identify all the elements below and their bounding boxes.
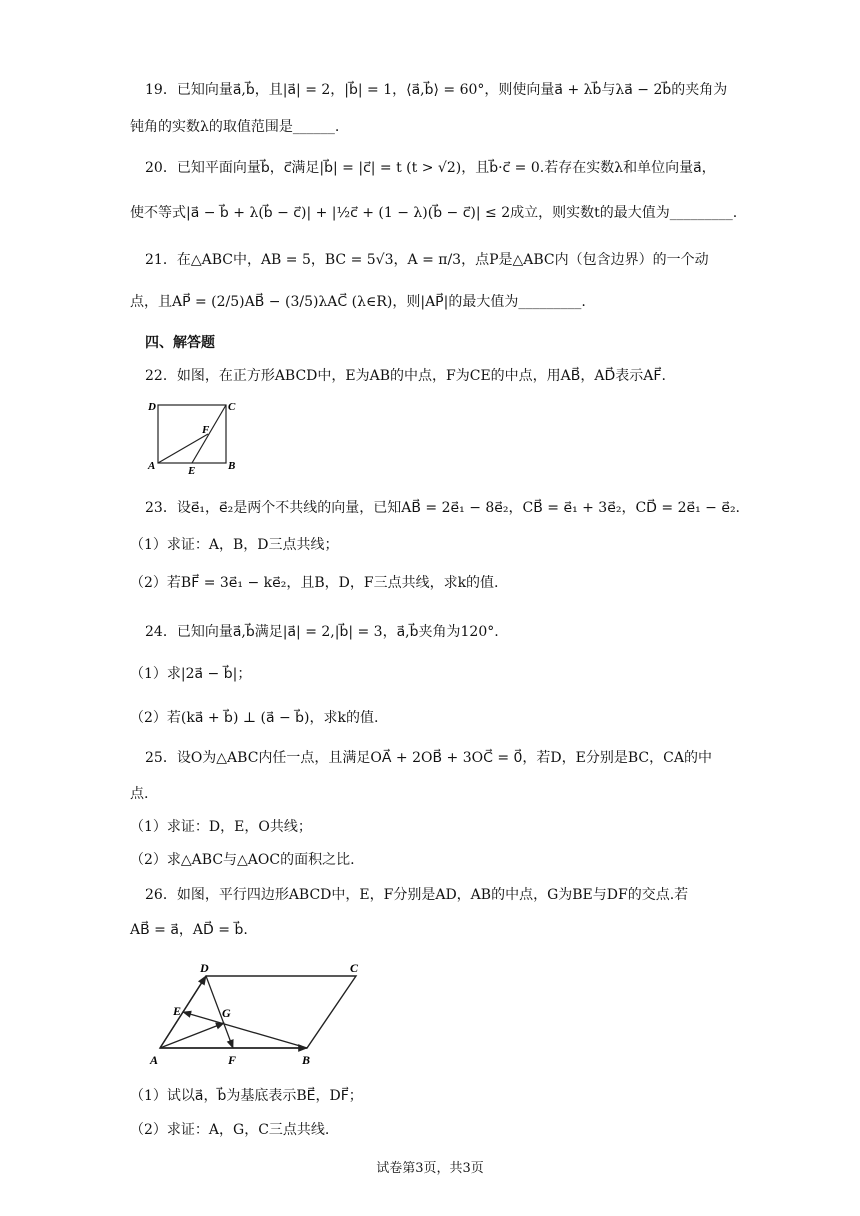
label-a: A: [150, 1053, 159, 1067]
label-b: B: [228, 460, 236, 472]
label-d: D: [200, 961, 209, 975]
q24-line1: 24．已知向量a⃗,b⃗满足|a⃗| = 2,|b⃗| = 3，a⃗,b⃗夹角为120°.: [145, 624, 499, 640]
page-footer: 试卷第3页，共3页: [376, 1161, 484, 1176]
q26-part2: （2）求证：A，G，C三点共线.: [130, 1122, 330, 1138]
label-b: B: [302, 1053, 311, 1067]
q20-line1: 20．已知平面向量b⃗，c⃗满足|b⃗| = |c⃗| = t (t > √2)，且b⃗·c⃗ = 0.若存在实数λ和单位向量a⃗，: [145, 160, 716, 176]
label-e: E: [173, 1004, 182, 1018]
label-a: A: [148, 460, 156, 472]
q24-part1: （1）求|2a⃗ − b⃗|；: [130, 666, 252, 682]
q24-part2: （2）若(ka⃗ + b⃗) ⊥ (a⃗ − b⃗)，求k的值.: [130, 710, 379, 726]
q23-line1: 23．设e⃗₁，e⃗₂是两个不共线的向量，已知AB⃗ = 2e⃗₁ − 8e⃗₂，CB⃗ = e⃗₁ + 3e⃗₂，CD⃗ = 2e⃗₁ − e⃗₂.: [145, 500, 741, 516]
q21-line1: 21．在△ABC中，AB = 5，BC = 5√3，A = π/3，点P是△ABC内（包含边界）的一个动: [145, 252, 709, 268]
q26-parallelogram-figure: [140, 960, 380, 1070]
q26-part1: （1）试以a⃗，b⃗为基底表示BE⃗，DF⃗；: [130, 1088, 363, 1104]
label-f: F: [202, 424, 210, 436]
q25-line1: 25．设O为△ABC内任一点，且满足OA⃗ + 2OB⃗ + 3OC⃗ = 0⃗，若D，E分别是BC，CA的中: [145, 750, 712, 766]
q22-line1: 22．如图，在正方形ABCD中，E为AB的中点，F为CE的中点，用AB⃗，AD⃗表示AF⃗.: [145, 368, 666, 384]
q26-line2: AB⃗ = a⃗，AD⃗ = b⃗.: [130, 922, 248, 938]
q22-square-figure: [140, 395, 250, 475]
q20-line2: 使不等式|a⃗ − b⃗ + λ(b⃗ − c⃗)| + |½c⃗ + (1 − λ)(b⃗ − c⃗)| ≤ 2成立，则实数t的最大值为_________.: [130, 205, 738, 221]
q26-line1: 26．如图，平行四边形ABCD中，E，F分别是AD，AB的中点，G为BE与DF的交点.若: [145, 887, 689, 903]
q19-line2: 钝角的实数λ的取值范围是______.: [130, 119, 340, 135]
q25-line2: 点.: [130, 786, 149, 802]
q25-part2: （2）求△ABC与△AOC的面积之比.: [130, 852, 355, 868]
label-f: F: [228, 1053, 237, 1067]
q25-part1: （1）求证：D，E，O共线；: [130, 819, 312, 835]
q21-line2: 点，且AP⃗ = (2/5)AB⃗ − (3/5)λAC⃗ (λ∈R)，则|AP⃗|的最大值为_________.: [130, 294, 586, 310]
label-c: C: [350, 961, 359, 975]
label-c: C: [228, 401, 236, 413]
square-abcd: [158, 405, 226, 463]
section-header: 四、解答题: [145, 335, 215, 351]
label-e: E: [188, 465, 196, 475]
label-g: G: [222, 1006, 231, 1020]
q19-line1: 19．已知向量a⃗,b⃗，且|a⃗| = 2，|b⃗| = 1，⟨a⃗,b⃗⟩ = 60°，则使向量a⃗ + λb⃗与λa⃗ − 2b⃗的夹角为: [145, 82, 728, 98]
label-d: D: [148, 401, 156, 413]
vector-ag: [160, 1023, 224, 1048]
q23-part2: （2）若BF⃗ = 3e⃗₁ − ke⃗₂，且B，D，F三点共线，求k的值.: [130, 575, 499, 591]
vector-be: [183, 1012, 307, 1048]
q23-part1: （1）求证：A，B，D三点共线；: [130, 537, 339, 553]
